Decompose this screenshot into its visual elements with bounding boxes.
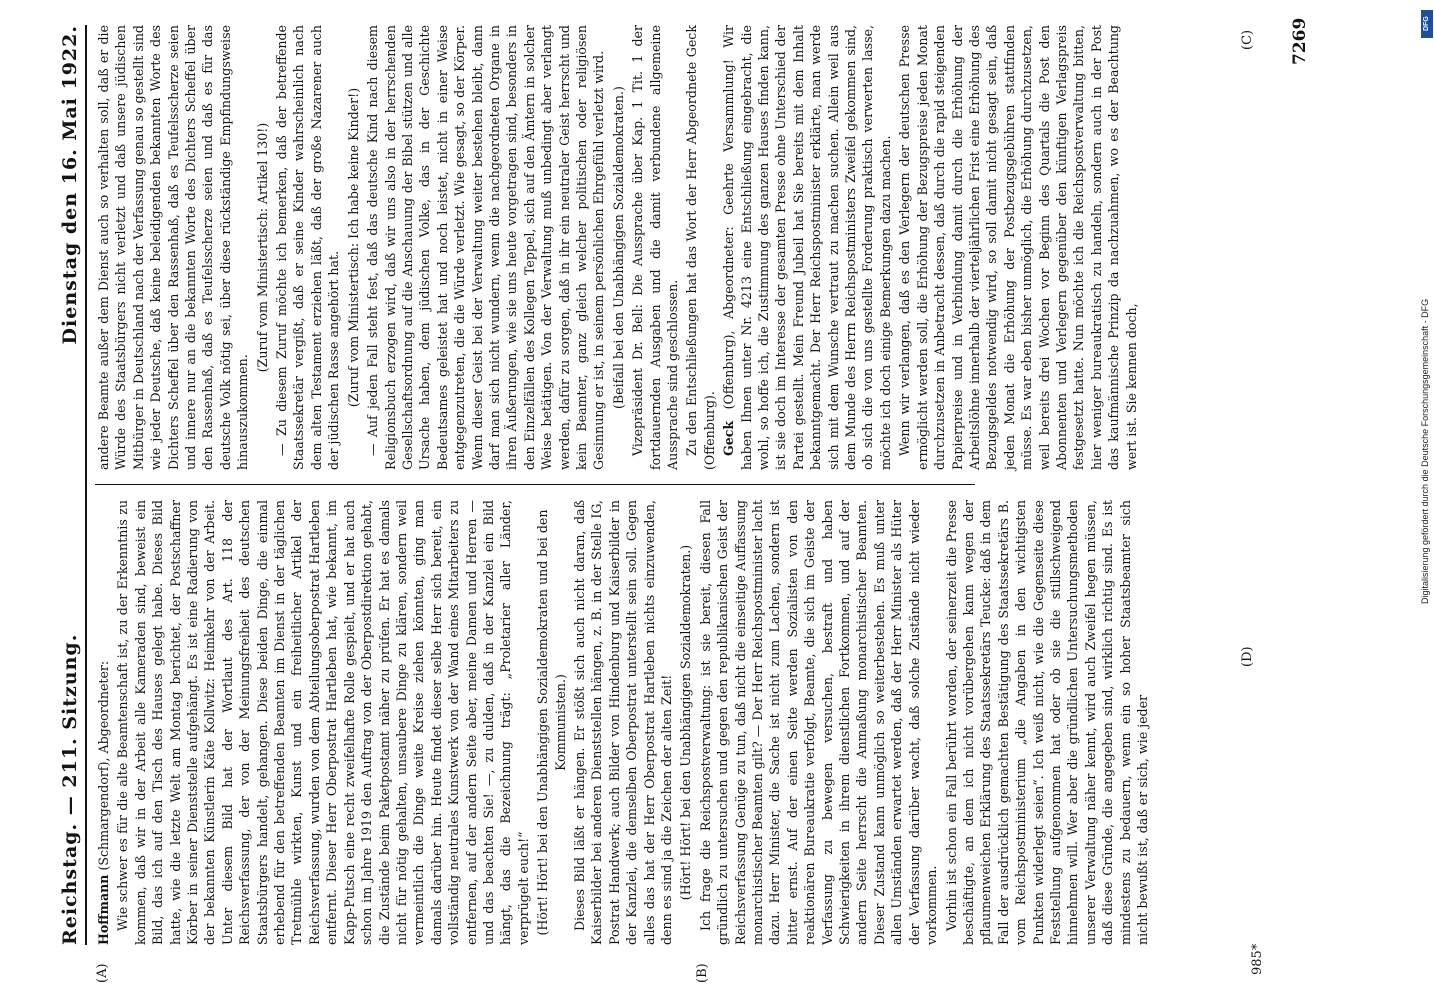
page-number: 7269 (1290, 17, 1310, 65)
margin-marker-b: (B) (695, 963, 710, 983)
header-left: Reichstag. — 211. Sitzung. (59, 633, 81, 945)
paragraph: Zu den Entschließungen hat das Wort der Herr Abgeordnete Geck (Offenburg). (684, 25, 717, 470)
footer-number: 985* (1250, 943, 1265, 975)
speaker-name: Hoffmann (96, 874, 111, 945)
paragraph: Dieses Bild läßt er hängen. Er stößt sich auch nicht daran, daß Kaiserbilder bei anderen Dienststellen hängen, z. B. in der Stelle IG, Postrat Handwerk; auch Bilder von Hindenburg und Kaiserbilder in der Kanzlei, die demselben Oberpostrat unterstellt sein soll. Gegen alles das hat der Herr Oberpostrat Hartleben nichts einzuwenden, denn es sind ja die Zeichen der alten Zeit! (571, 500, 674, 945)
left-column (95, 499, 1150, 945)
right-column (95, 25, 1139, 470)
interjection: (Beifall bei den Unabhängigen Sozialdemokraten.) (610, 86, 626, 409)
speaker-name: Geck (721, 420, 737, 456)
digitization-sidebar (1420, 10, 1434, 990)
digitization-credit: Digitalisierung gefördert durch die Deutsche Forschungsgemeinschaft - DFG (1420, 298, 1430, 604)
paragraph: andere Beamte außer dem Dienst auch so verhalten soll, daß er die Würde des Staatsbürgers nicht verletzt und daß unsere jüdischen Mitbürger in Deutschland nach der Verfassung genau so gestellt sind wie jeder Deutsche, daß keine beleidigenden bekannten Worte des Dichters Scheffel über den Rassenhaß, daß es Teufelsscherze seien und innere nur an die bekannten Worte des Dichters Scheffel über den Rassenhaß, daß es Teufelsscherze seien und daß es für das deutsche Volk nötig sei, über diese rückständige Empfindungsweise hinauszukommen. (96, 25, 251, 470)
interjection: (Hört! Hört! bei den Unabhängigen Sozialdemokraten und bei den Kommunisten.) (535, 509, 568, 936)
margin-marker-d: (D) (1240, 646, 1255, 667)
page-header (55, 25, 87, 945)
paragraph (720, 25, 894, 470)
header-right: Dienstag den 16. Mai 1922. (59, 25, 81, 345)
paragraph: Wenn wir verlangen, daß es den Verlegern der deutschen Presse ermöglicht werden soll, die Erhöhung der Bezugspreise jeden Monat durchzusetzen in Anbetracht dessen, daß durch die rapid steigenden Papierpreise und in Verbindung damit durch die Erhöhung der Arbeitslöhne innerhalb der vierteljährlichen Frist eine Erhöhung des Bezugsgeldes notwendig wird, so soll damit nicht gesagt sein, daß jeden Monat die Erhöhung der Postbezugsgebühren stattfinden müsse. Es war eben bisher unmöglich, die Erhöhung durchzusetzen, weil bereits drei Wochen vor Beginn des Quartals die Post den Abonnenten und Verlegern gegenüber den künftigen Verlagspreis festgesetzt hatte. Nun möchte ich die Reichspostverwaltung bitten, hier weniger bureaukratisch zu handeln, sondern auch in der Post das kaufmännische Prinzip da nachzuahmen, wo es der Beachtung wert ist. Sie kennen doch, (897, 25, 1139, 470)
speaker-note: (Schmargendorf), Abgeordneter: (96, 660, 111, 871)
interjection: (Hört! Hört! bei den Unabhängigen Sozialdemokraten.) (678, 544, 694, 901)
margin-marker-c: (C) (1240, 29, 1255, 50)
dfg-logo: DFG (1421, 10, 1433, 38)
paragraph: Vorhin ist schon ein Fall berührt worden, der seinerzeit die Presse beschäftigte, an dem ich nicht vorübergehen kann wegen der pflaumenweichen Erklärung des Staatssekretärs Teucke: daß in dem Fall der ausdrücklich gemachten Bestätigung des Staatssekretärs B. vom Reichspostministerium „die Angaben in den wichtigsten Punkten widerlegt seien“. Ich weiß nicht, wie die Gegenseite diese Feststellung aufgenommen hat oder ob sie die stillschweigend hinnehmen will. Wer aber die gründlichen Untersuchungsmethoden unserer Verwaltung näher kennt, wird auch Zweifel hegen müssen, daß diese Gründe, die angegeben sind, wirklich richtig sind. Es ist mindestens zu bedauern, wenn ein so hoher Staatsbeamter sich nicht bewußt ist, daß er sich, wie jeder (943, 500, 1150, 945)
speaker-text: (Offenburg), Abgeordneter: Geehrte Versammlung! Wir haben Ihnen unter Nr. 4213 eine Entschließung eingebracht, die wohl, so hoffe ich, die Zustimmung des ganzen Hauses finden kann, ist sie doch im Interesse der gesamten Presse ohne Unterschied der Partei gestellt. Mein Freund Jubeil hat Sie bereits mit dem Inhalt bekanntgemacht. Der Herr Reichspostminister erklärte, man werde sich mit dem Wunsche vertraut zu machen suchen. Allein weil aus dem Munde des Herrn Reichspostministers Zweifel gekommen sind, ob sich die von uns gestellte Forderung praktisch verwerten lasse, möchte ich doch einige Bemerkungen dazu machen. (721, 25, 893, 470)
speaker-line (95, 500, 112, 945)
paragraph: Wie schwer es für die alte Beamtenschaft ist, zu der Erkenntnis zu kommen, daß wir in der Arbeit alle Kameraden sind, beweist ein Bild, das ich auf den Tisch des Hauses gelegt habe. Dieses Bild hatte, wie die letzte Welt am Montag berichtet, der Postschaffner Körber in seiner Dienststelle aufgehängt. Es ist eine Radierung von der bekannten Künstlerin Käte Kollwitz: Heimkehr von der Arbeit. Unter diesem Bild hat der Wortlaut des Art. 118 der Reichsverfassung, der von der Meinungsfreiheit des deutschen Staatsbürgers handelt, gehangen. Diese beiden Dinge, die einmal erhebend für den betreffenden Beamten im Dienst in der täglichen Tretmühle wirkten, Kunst und ein freiheitlicher Artikel der Reichsverfassung, wurden von dem Abteilungsoberpostrat Hartleben entfernt. Dieser Herr Oberpostrat Hartleben hat, wie bekannt, im Kapp-Putsch eine recht zweifelhafte Rolle gespielt, und er hat auch schon im Jahre 1919 den Auftrag von der Oberpostdirektion gehabt, die Zustände beim Paketpostamt näher zu prüfen. Er hat es damals nicht für nötig gehalten, unsaubere Dinge zu klären, sondern weil vermeintlich die Dinge weite Kreise ziehen könnten, ging man damals darüber hin. Heute findet dieser selbe Herr sich bereit, ein vollständig neutrales Kunstwerk von der Wand eines Mitarbeiters zu entfernen, auf der andern Seite aber, meine Damen und Herren — und das beachten Sie! —, zu dulden, daß in der Kanzlei ein Bild hängt, das die Bezeichnung trägt: „Proletarier aller Länder, verprügelt euch!“ (115, 500, 531, 945)
interjection: (Zuruf vom Ministertisch: Ich habe keine Kinder!) (345, 87, 361, 408)
interjection: (Zuruf vom Ministertisch: Artikel 130!) (254, 122, 270, 373)
rotated-page (55, 17, 1355, 983)
margin-marker-a: (A) (95, 963, 110, 983)
paragraph: Vizepräsident Dr. Bell: Die Aussprache über Kap. 1 Tit. 1 der fortdauernden Ausgaben und die damit verbundene allgemeine Aussprache sind geschlossen. (630, 25, 680, 470)
paragraph: — Auf jeden Fall steht fest, daß das deutsche Kind nach diesem Religionsbuch erzogen wird, daß wir uns also in der herrschenden Gesellschaftsordnung auf die Anschauung der Bibel stützen und alle Ursache haben, dem jüdischen Volke, das in der Geschichte Bedeutsames geleistet hat und noch leistet, nicht in einer Weise entgegenzutreten, die die Würde verletzt. Wie gesagt, so der Körper. Wenn dieser Geist bei der Verwaltung weiter bestehen bleibt, dann darf man sich nicht wundern, wenn die nachgeordneten Organe in ihren Äußerungen, wie sie uns heute vorgetragen sind, besonders in den Einzelfällen des Kollegen Teppel, sich auf den Ämtern in solcher Weise betätigen. Von der Verwaltung muß unbedingt aber verlangt werden, dafür zu sorgen, daß in ihr ein neutraler Geist herrscht und kein Beamter, ganz gleich welcher politischen oder religiösen Gesinnung er ist, in seinem persönlichen Ehrgefühl verletzt wird. (365, 25, 607, 470)
paragraph: — Zu diesem Zuruf möchte ich bemerken, daß der betreffende Staatssekretär vergißt, daß er seine Kinder wahrscheinlich nach dem alten Testament erziehen läßt, daß der große Nazarener auch der jüdischen Rasse angehört hat. (274, 25, 342, 470)
column-divider (95, 484, 975, 485)
paragraph: Ich frage die Reichspostverwaltung: ist sie bereit, diesen Fall gründlich zu untersuchen und gegen den republikanischen Geist der Reichsverfassung Genüge zu tun, daß nicht die einseitige Auffassung monarchistischer Beamten gilt? — Der Herr Reichspostminister lacht dazu. Herr Minister, die Sache ist nicht zum Lachen, sondern ist bitter ernst. Auf der einen Seite werden Sozialisten von den reaktionären Bureaukratie verfolgt, Beamte, die sich im Geiste der Verfassung zu bewegen versuchen, bestraft und haben Schwierigkeiten in ihrem dienstlichen Fortkommen, und auf der andern Seite herrscht die Anmaßung monarchistischer Beamten. Dieser Zustand kann unmöglich so weiterbestehen. Es muß unter allen Umständen erwartet werden, daß der Herr Minister als Hüter der Verfassung darüber wacht, daß solche Zustände nicht wieder vorkommen. (697, 499, 940, 945)
